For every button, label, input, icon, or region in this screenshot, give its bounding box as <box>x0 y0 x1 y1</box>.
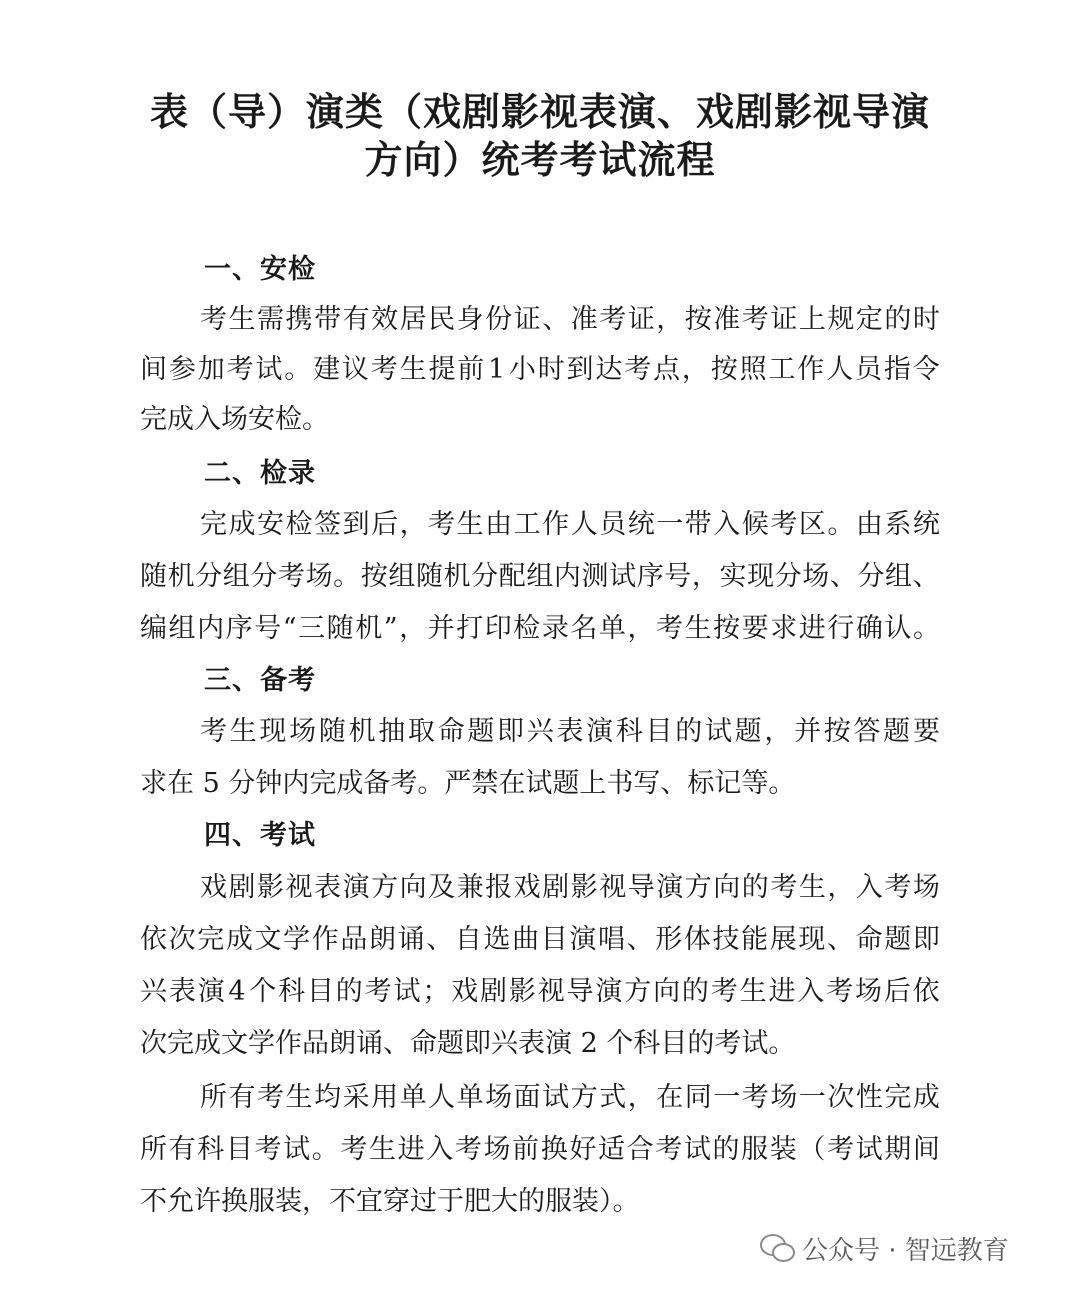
document-title-line-1: 表（导）演类（戏剧影视表演、戏剧影视导演 <box>149 90 930 134</box>
paragraph-line: 考 生 现 场 随 机 抽 取 命 题 即 兴 表 演 科 目 的 试 题 ， 并 按 答 题 要 <box>200 716 940 747</box>
paragraph-line: 间 参 加 考 试 。 建 议 考 生 提 前 1 小 时 到 达 考 点 ， 按 照 工 作 人 员 指 令 <box>140 354 940 385</box>
paragraph-line: 不允许换服装，不宜穿过于肥大的服装）。 <box>140 1186 640 1217</box>
paragraph-line: 戏 剧 影 视 表 演 方 向 及 兼 报 戏 剧 影 视 导 演 方 向 的 考 生 ， 入 考 场 <box>200 872 940 903</box>
watermark-text: 公众号 · 智远教育 <box>802 1235 1009 1266</box>
paragraph-line: 求在 5 分钟内完成备考。严禁在试题上书写、标记等。 <box>140 768 796 799</box>
section-heading-exam: 四、考试 <box>204 820 316 851</box>
document-title-line-2: 方向）统考考试流程 <box>364 138 716 182</box>
section-heading-security-check: 一、安检 <box>204 254 316 285</box>
paragraph-line: 次完成文学作品朗诵、命题即兴表演 2 个科目的考试。 <box>140 1028 796 1059</box>
wechat-icon <box>760 1234 794 1262</box>
paragraph-line: 依 次 完 成 文 学 作 品 朗 诵 、 自 选 曲 目 演 唱 、 形 体 技 能 展 现 、 命 题 即 <box>140 924 940 955</box>
section-heading-preparation: 三、备考 <box>204 665 316 696</box>
paragraph-line: 兴 表 演 4 个 科 目 的 考 试 ； 戏 剧 影 视 导 演 方 向 的 考 生 进 入 考 场 后 依 <box>140 976 940 1007</box>
paragraph-line: 所 有 考 生 均 采 用 单 人 单 场 面 试 方 式 ， 在 同 一 考 场 一 次 性 完 成 <box>200 1082 940 1113</box>
paragraph-line: 随 机 分 组 分 考 场 。 按 组 随 机 分 配 组 内 测 试 序 号 ， 实 现 分 场 、 分 组 、 <box>140 561 940 592</box>
paragraph-line: 所 有 科 目 考 试 。 考 生 进 入 考 场 前 换 好 适 合 考 试 的 服 装 （ 考 试 期 间 <box>140 1134 940 1165</box>
section-heading-check-in: 二、检录 <box>204 458 316 489</box>
paragraph-line: 编 组 内 序 号 “ 三 随 机 ” ， 并 打 印 检 录 名 单 ， 考 生 按 要 求 进 行 确 认 。 <box>140 613 940 644</box>
paragraph-line: 完成入场安检。 <box>140 404 329 435</box>
wechat-watermark <box>760 1228 1009 1268</box>
paragraph-line: 完 成 安 检 签 到 后 ， 考 生 由 工 作 人 员 统 一 带 入 候 考 区 。 由 系 统 <box>200 509 940 540</box>
paragraph-line: 考 生 需 携 带 有 效 居 民 身 份 证 、 准 考 证 ， 按 准 考 证 上 规 定 的 时 <box>200 304 940 335</box>
